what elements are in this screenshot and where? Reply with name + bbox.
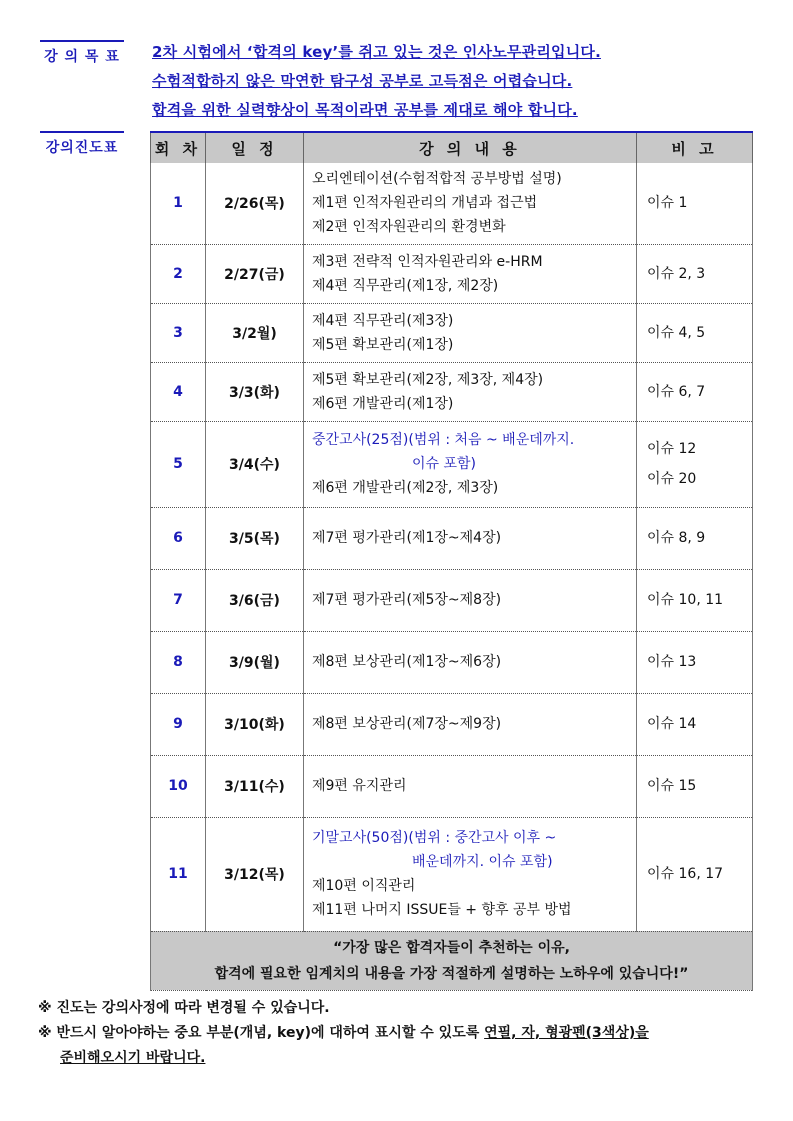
note-line: 이슈 13: [647, 654, 697, 670]
header-note: 비 고: [637, 132, 753, 163]
session-date: 3/2월): [206, 303, 304, 362]
footnote-3-underlined: 준비해오시기 바랍니다.: [60, 1050, 206, 1066]
session-num: 10: [151, 755, 206, 817]
content-line: 제2편 인적자원관리의 환경변화: [312, 219, 506, 236]
table-row: [151, 507, 753, 569]
goal-line-3: 합격을 위한 실력향상이 목적이라면 공부를 제대로 해야 합니다.: [152, 101, 578, 119]
session-content: [304, 507, 637, 569]
session-num: 5: [151, 421, 206, 507]
content-line: 제10편 이직관리: [312, 878, 416, 894]
session-content: [304, 631, 637, 693]
session-content: [304, 244, 637, 303]
session-content: [304, 569, 637, 631]
note-line: 이슈 20: [647, 471, 697, 487]
table-row: [151, 631, 753, 693]
session-num: 9: [151, 693, 206, 755]
goal-line-2: 수험적합하지 않은 막연한 탐구성 공부로 고득점은 어렵습니다.: [152, 72, 573, 90]
header-date: 일 정: [206, 132, 304, 163]
content-line: 제7편 평가관리(제5장~제8장): [312, 592, 502, 608]
goal-line-1: 2차 시험에서 ‘합격의 key’를 쥐고 있는 것은 인사노무관리입니다.: [152, 43, 601, 61]
session-num: 2: [151, 244, 206, 303]
session-content: [304, 421, 637, 507]
table-row: [151, 817, 753, 931]
session-num: 7: [151, 569, 206, 631]
session-date: 3/4(수): [206, 421, 304, 507]
session-note: [637, 817, 753, 931]
session-date: 2/26(목): [206, 163, 304, 244]
session-date: 3/11(수): [206, 755, 304, 817]
session-date: 3/9(월): [206, 631, 304, 693]
note-line: 이슈 15: [647, 778, 697, 794]
exam-line: 중간고사(25점)(범위 : 처음 ~ 배운데까지.: [312, 432, 575, 448]
goal-label: 강 의 목 표: [40, 40, 124, 66]
session-content: [304, 755, 637, 817]
session-note: [637, 163, 753, 244]
table-row: [151, 303, 753, 362]
session-content: [304, 817, 637, 931]
footnote-2-text: ※ 반드시 알아야하는 중요 부분(개념, key)에 대하여 표시할 수 있도록: [38, 1025, 485, 1041]
session-note: [637, 693, 753, 755]
note-line: 이슈 8, 9: [647, 530, 706, 546]
session-date: 3/6(금): [206, 569, 304, 631]
note-line: 이슈 14: [647, 716, 697, 732]
table-row: [151, 569, 753, 631]
note-line: 이슈 16, 17: [647, 866, 724, 882]
content-line: 제6편 개발관리(제1장): [312, 395, 454, 412]
session-content: [304, 693, 637, 755]
content-line: 제6편 개발관리(제2장, 제3장): [312, 480, 499, 496]
session-num: 8: [151, 631, 206, 693]
session-content: [304, 362, 637, 421]
session-note: [637, 244, 753, 303]
content-line: 오리엔테이션(수험적합적 공부방법 설명): [312, 171, 562, 188]
content-line: 제7편 평가관리(제1장~제4장): [312, 530, 502, 546]
goal-block: [152, 38, 752, 125]
session-num: 3: [151, 303, 206, 362]
session-note: [637, 303, 753, 362]
session-note: [637, 362, 753, 421]
session-note: [637, 507, 753, 569]
note-line: 이슈 12: [647, 441, 697, 457]
note-line: 이슈 2, 3: [647, 265, 706, 282]
exam-line: 기말고사(50점)(범위 : 중간고사 이후 ~: [312, 830, 557, 846]
session-date: 3/5(목): [206, 507, 304, 569]
progress-label: 강의진도표: [40, 131, 124, 157]
content-line: 제3편 전략적 인적자원관리와 e-HRM: [312, 253, 543, 270]
table-row: [151, 755, 753, 817]
content-line: 제4편 직무관리(제3장): [312, 312, 454, 329]
note-line: 이슈 6, 7: [647, 383, 706, 400]
quote-row: [151, 931, 753, 990]
session-num: 1: [151, 163, 206, 244]
content-line: 제5편 확보관리(제1장): [312, 336, 454, 353]
session-num: 4: [151, 362, 206, 421]
note-line: 이슈 4, 5: [647, 324, 706, 341]
table-row: [151, 693, 753, 755]
session-note: [637, 421, 753, 507]
note-line: 이슈 10, 11: [647, 592, 724, 608]
session-content: [304, 163, 637, 244]
session-note: [637, 755, 753, 817]
content-line: 제5편 확보관리(제2장, 제3장, 제4장): [312, 371, 544, 388]
footnotes: [38, 996, 758, 1071]
note-line: 이슈 1: [647, 195, 688, 212]
quote-cell: [151, 931, 753, 990]
exam-line: 배운데까지. 이슈 포함): [412, 854, 553, 870]
session-date: 3/12(목): [206, 817, 304, 931]
header-content: 강 의 내 용: [304, 132, 637, 163]
quote-line-2: 합격에 필요한 임계치의 내용을 가장 적절하게 설명하는 노하우에 있습니다!”: [214, 965, 689, 982]
session-date: 2/27(금): [206, 244, 304, 303]
table-row: [151, 163, 753, 244]
session-num: 6: [151, 507, 206, 569]
session-date: 3/3(화): [206, 362, 304, 421]
footnote-2-underlined: 연필, 자, 형광펜(3색상)을: [484, 1025, 649, 1041]
table-header-row: [151, 132, 753, 163]
session-note: [637, 631, 753, 693]
exam-line: 이슈 포함): [412, 456, 477, 472]
content-line: 제8편 보상관리(제1장~제6장): [312, 654, 502, 670]
session-note: [637, 569, 753, 631]
header-session: 회 차: [151, 132, 206, 163]
schedule-table: [150, 131, 753, 991]
content-line: 제1편 인적자원관리의 개념과 접근법: [312, 195, 538, 212]
table-row: [151, 421, 753, 507]
table-row: [151, 362, 753, 421]
footnote-2: [38, 1021, 758, 1046]
content-line: 제9편 유지관리: [312, 778, 407, 794]
session-date: 3/10(화): [206, 693, 304, 755]
session-num: 11: [151, 817, 206, 931]
content-line: 제4편 직무관리(제1장, 제2장): [312, 277, 499, 294]
footnote-3: [38, 1046, 758, 1071]
quote-line-1: “가장 많은 합격자들이 추천하는 이유,: [333, 939, 570, 956]
footnote-1: ※ 진도는 강의사정에 따라 변경될 수 있습니다.: [38, 1000, 330, 1016]
table-row: [151, 244, 753, 303]
content-line: 제11편 나머지 ISSUE들 + 향후 공부 방법: [312, 902, 572, 918]
session-content: [304, 303, 637, 362]
content-line: 제8편 보상관리(제7장~제9장): [312, 716, 502, 732]
